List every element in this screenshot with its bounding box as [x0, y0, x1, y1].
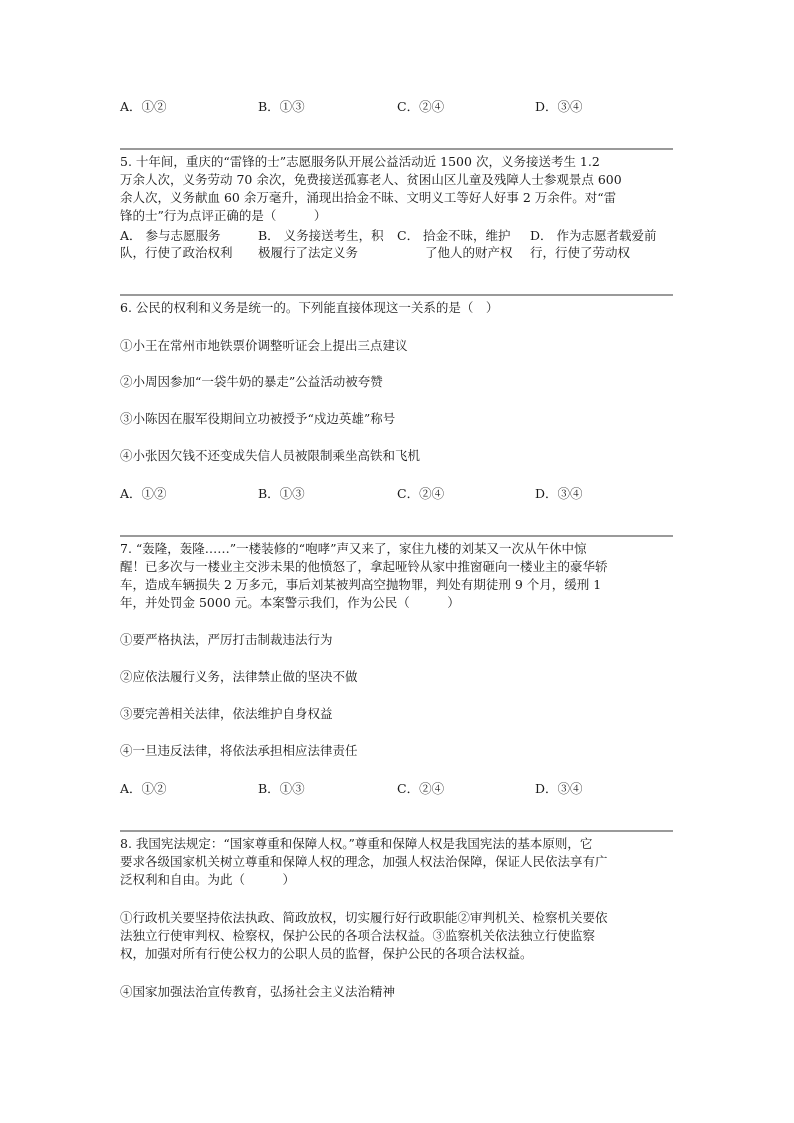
q8-stem-line: 泛权利和自由。为此（ ） [120, 872, 296, 887]
q7-stem-line: 醒！已多次与一楼业主交涉未果的他愤怒了，拿起哑铃从家中推窗砸向一楼业主的豪华轿 [120, 559, 608, 574]
q4-option-c[interactable]: C．②④ [397, 99, 445, 114]
q7-option-d[interactable]: D．③④ [535, 781, 583, 796]
q5-option-d-line: 行，行使了劳动权 [530, 245, 631, 260]
q8-items-line: 法独立行使审判权、检察权，保护公民的各项合法权益。③监察机关依法独立行使监察 [120, 928, 596, 943]
q6-item-3: ③小陈因在服军役期间立功被授予“戍边英雄”称号 [120, 411, 396, 426]
q6-item-2: ②小周因参加“一袋牛奶的暴走”公益活动被夸赞 [120, 374, 383, 389]
q5-stem-line: 锋的士”行为点评正确的是（ ） [120, 208, 327, 223]
q5-option-c-line: 了他人的财产权 [425, 245, 513, 260]
q7-option-c[interactable]: C．②④ [397, 781, 445, 796]
q5-option-b-line: B． 义务接送考生，积 [258, 228, 384, 243]
q6-option-c[interactable]: C．②④ [397, 486, 445, 501]
question-divider [120, 535, 673, 537]
q8-stem-line: 要求各级国家机关树立尊重和保障人权的理念，加强人权法治保障，保证人民依法享有广 [120, 854, 608, 869]
question-divider [120, 148, 673, 150]
q7-item-2: ②应依法履行义务，法律禁止做的坚决不做 [120, 669, 358, 684]
q5-option-a[interactable] [120, 227, 260, 261]
q4-option-b[interactable]: B．①③ [258, 99, 305, 114]
q6-item-1: ①小王在常州市地铁票价调整听证会上提出三点建议 [120, 338, 408, 353]
q6-option-a[interactable]: A．①② [120, 486, 167, 501]
q8-item-4: ④国家加强法治宣传教育，弘扬社会主义法治精神 [120, 984, 396, 999]
question-divider [120, 830, 673, 832]
q5-option-c-line: C． 拾金不昧，维护 [397, 228, 511, 243]
question-divider [120, 294, 673, 296]
q7-item-1: ①要严格执法，严厉打击制裁违法行为 [120, 632, 333, 647]
q6-item-4: ④小张因欠钱不还变成失信人员被限制乘坐高铁和飞机 [120, 448, 421, 463]
q6-stem: 6. 公民的权利和义务是统一的。下列能直接体现这一关系的是（ ） [120, 300, 499, 315]
q5-option-a-line: 队，行使了政治权利 [120, 245, 233, 260]
q5-option-d-line: D． 作为志愿者载爱前 [530, 228, 657, 243]
q7-stem-line: 7. “轰隆，轰隆……”一楼装修的“咆哮”声又来了，家住九楼的刘某又一次从午休中惊 [120, 541, 587, 556]
q5-option-b-line: 极履行了法定义务 [258, 245, 359, 260]
q7-stem-line: 车，造成车辆损失 2 万多元，事后刘某被判高空抛物罪，判处有期徒刑 9 个月，缓刑 1 [120, 577, 602, 592]
q5-stem-line: 5. 十年间，重庆的“雷锋的士”志愿服务队开展公益活动近 1500 次，义务接送考生 1.2 [120, 154, 600, 169]
q5-stem-line: 万余人次，义务劳动 70 余次，免费接送孤寡老人、贫困山区儿童及残障人士参观景点 600 [120, 172, 622, 187]
q5-option-a-line: A． 参与志愿服务 [120, 228, 221, 243]
q6-option-b[interactable]: B．①③ [258, 486, 305, 501]
q4-option-a[interactable]: A．①② [120, 99, 167, 114]
q6-option-d[interactable]: D．③④ [535, 486, 583, 501]
q7-item-3: ③要完善相关法律，依法维护自身权益 [120, 706, 333, 721]
q8-items-line: ①行政机关要坚持依法执政、简政放权，切实履行好行政职能②审判机关、检察机关要依 [120, 910, 608, 925]
q7-item-4: ④一旦违反法律，将依法承担相应法律责任 [120, 743, 358, 758]
q5-option-d[interactable] [530, 227, 680, 261]
q4-option-d[interactable]: D．③④ [535, 99, 583, 114]
q8-items-line: 权，加强对所有行使公权力的公职人员的监督，保护公民的各项合法权益。 [120, 946, 533, 961]
q5-option-b[interactable] [258, 227, 398, 261]
q7-option-a[interactable]: A．①② [120, 781, 167, 796]
q7-stem-line: 年，并处罚金 5000 元。本案警示我们，作为公民（ ） [120, 595, 460, 610]
q5-stem-line: 余人次，义务献血 60 余万毫升，涌现出拾金不昧、文明义工等好人好事 2 万余件。对“雷 [120, 190, 617, 205]
q5-option-c[interactable] [397, 227, 537, 261]
q8-stem-line: 8. 我国宪法规定：“国家尊重和保障人权。”尊重和保障人权是我国宪法的基本原则，它 [120, 836, 593, 851]
q7-option-b[interactable]: B．①③ [258, 781, 305, 796]
